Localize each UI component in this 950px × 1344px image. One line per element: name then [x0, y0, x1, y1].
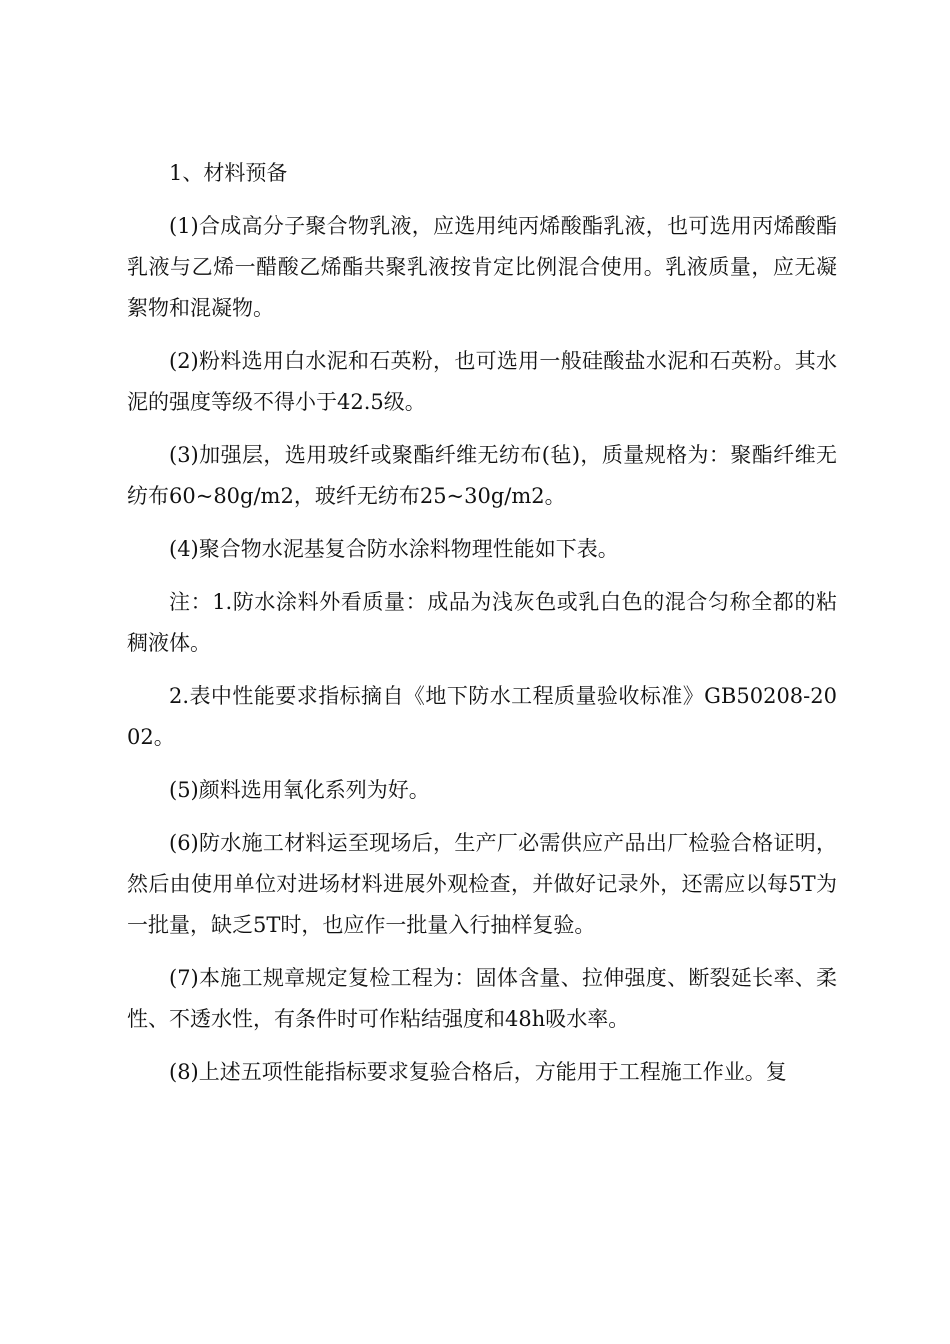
paragraph-item-3: (3)加强层，选用玻纤或聚酯纤维无纺布(毡)，质量规格为：聚酯纤维无纺布60~80g/m2，玻纤无纺布25~30g/m2。 — [127, 443, 837, 508]
paragraph-item-8: (8)上述五项性能指标要求复验合格后，方能用于工程施工作业。复 — [169, 1060, 787, 1084]
section-heading: 1、材料预备 — [169, 161, 288, 185]
note-1: 注：1.防水涂料外看质量：成品为浅灰色或乳白色的混合匀称全都的粘稠液体。 — [127, 590, 837, 655]
paragraph-item-6: (6)防水施工材料运至现场后，生产厂必需供应产品出厂检验合格证明，然后由使用单位对进场材料进展外观检查，并做好记录外，还需应以每5T为一批量，缺乏5T时，也应作一批量入行抽样复验。 — [127, 831, 837, 937]
document-body — [127, 153, 837, 1105]
note-2: 2.表中性能要求指标摘自《地下防水工程质量验收标准》GB50208-2002。 — [127, 684, 837, 749]
paragraph-item-7: (7)本施工规章规定复检工程为：固体含量、拉伸强度、断裂延长率、柔性、不透水性，有条件时可作粘结强度和48h吸水率。 — [127, 966, 837, 1031]
paragraph-item-4: (4)聚合物水泥基复合防水涂料物理性能如下表。 — [169, 537, 619, 561]
paragraph-item-2: (2)粉料选用白水泥和石英粉，也可选用一般硅酸盐水泥和石英粉。其水泥的强度等级不得小于42.5级。 — [127, 349, 837, 414]
paragraph-item-5: (5)颜料选用氧化系列为好。 — [169, 778, 430, 802]
paragraph-item-1: (1)合成高分子聚合物乳液，应选用纯丙烯酸酯乳液，也可选用丙烯酸酯乳液与乙烯一醋酸乙烯酯共聚乳液按肯定比例混合使用。乳液质量，应无凝絮物和混凝物。 — [127, 214, 837, 320]
